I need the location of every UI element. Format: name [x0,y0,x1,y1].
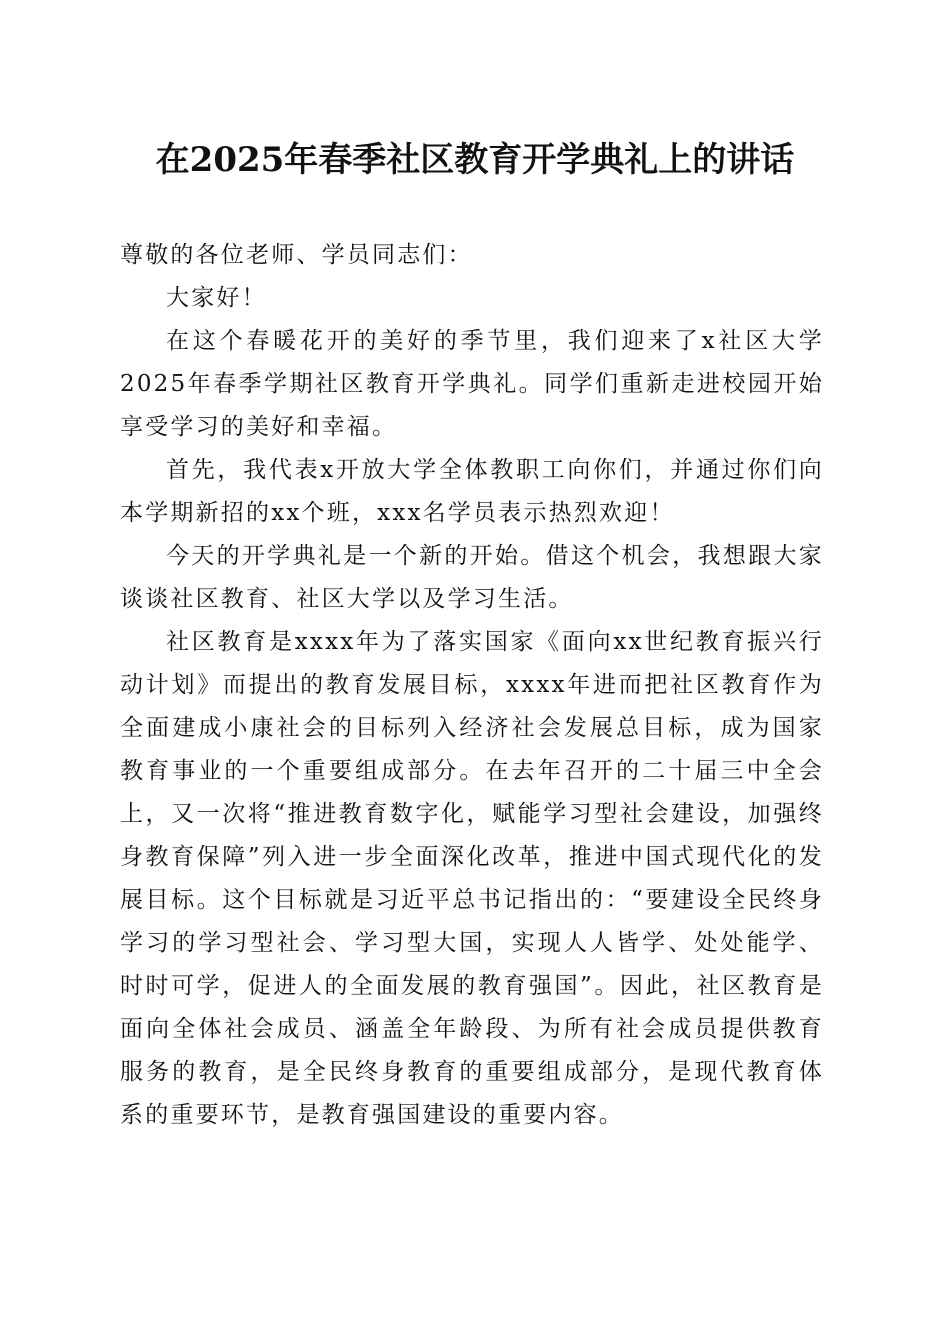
paragraph-welcome: 首先，我代表x开放大学全体教职工向你们，并通过你们向本学期新招的xx个班，xxx名学员表示热烈欢迎！ [120,457,824,526]
paragraph-opening: 在这个春暖花开的美好的季节里，我们迎来了x社区大学2025年春季学期社区教育开学典礼。同学们重新走进校园开始享受学习的美好和幸福。 [120,328,824,440]
paragraph-topic: 今天的开学典礼是一个新的开始。借这个机会，我想跟大家谈谈社区教育、社区大学以及学习生活。 [120,543,824,612]
paragraph-greeting: 大家好！ [166,285,267,311]
document-title: 在2025年春季社区教育开学典礼上的讲话 [155,140,795,180]
salutation: 尊敬的各位老师、学员同志们： [120,242,473,268]
paragraph-community-education: 社区教育是xxxx年为了落实国家《面向xx世纪教育振兴行动计划》而提出的教育发展目标，xxxx年进而把社区教育作为全面建成小康社会的目标列入经济社会发展总目标，成为国家教育事业的一个重要组成部分。在去年召开的二十届三中全会上，又一次将“推进教育数字化，赋能学习型社会建设，加强终身教育保障”列入进一步全面深化改革，推进中国式现代化的发展目标。这个目标就是习近平总书记指出的：“要建设全民终身学习的学习型社会、学习型大国，实现人人皆学、处处能学、时时可学，促进人的全面发展的教育强国”。因此，社区教育是面向全体社会成员、涵盖全年龄段、为所有社会成员提供教育服务的教育，是全民终身教育的重要组成部分，是现代教育体系的重要环节，是教育强国建设的重要内容。 [120,629,824,1128]
document-body [120,234,824,1137]
